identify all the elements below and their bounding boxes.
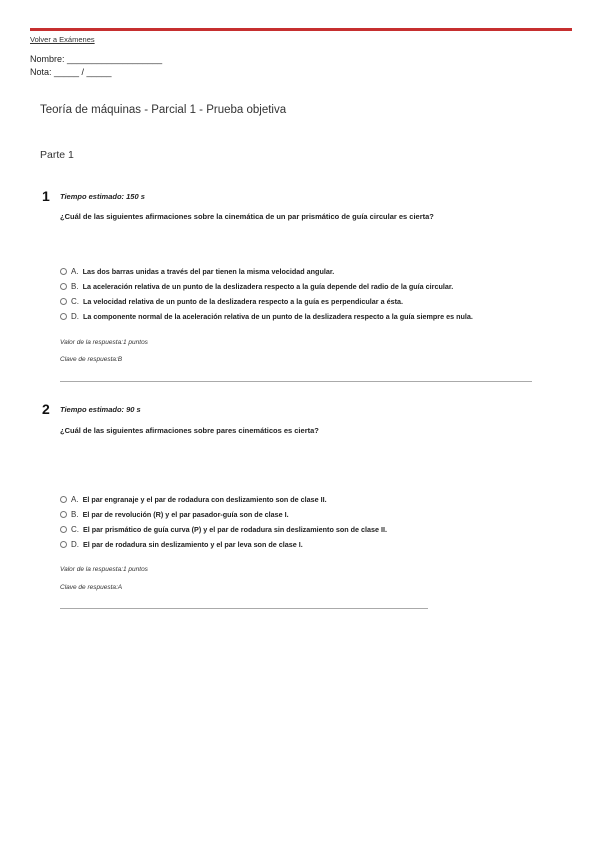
option-text: La componente normal de la aceleración relativa de un punto de la deslizadera respecto a la guía siempre es nula.: [83, 312, 473, 321]
option-text: El par prismático de guía curva (P) y el par de rodadura sin deslizamiento son de clase II.: [83, 525, 387, 534]
question-text: ¿Cuál de las siguientes afirmaciones sobre pares cinemáticos es cierta?: [60, 426, 319, 435]
top-accent-bar: [30, 28, 572, 31]
answer-option-b[interactable]: [60, 282, 453, 291]
back-to-exams-link[interactable]: Volver a Exámenes: [30, 35, 95, 44]
option-text: Las dos barras unidas a través del par tienen la misma velocidad angular.: [82, 267, 335, 276]
option-text: El par de revolución (R) y el par pasador-guía son de clase I.: [82, 510, 289, 519]
grade-field-label: Nota: _____ / _____: [30, 67, 112, 77]
answer-option-d[interactable]: [60, 312, 473, 321]
radio-button-icon[interactable]: [60, 313, 67, 320]
question-time: Tiempo estimado: 90 s: [60, 405, 141, 414]
option-text: La velocidad relativa de un punto de la deslizadera respecto a la guía es perpendicular a ésta.: [83, 297, 403, 306]
answer-key: Clave de respuesta:B: [60, 356, 123, 363]
question-time: Tiempo estimado: 150 s: [60, 192, 145, 201]
option-text: La aceleración relativa de un punto de la deslizadera respecto a la guía depende del radio de la guía circular.: [82, 282, 454, 291]
part-title: Parte 1: [40, 149, 74, 161]
answer-option-c[interactable]: [60, 297, 403, 306]
option-letter: C.: [71, 525, 79, 534]
radio-button-icon[interactable]: [60, 268, 67, 275]
option-text: El par de rodadura sin deslizamiento y el par leva son de clase I.: [83, 540, 303, 549]
question-number: 1: [42, 188, 50, 204]
radio-button-icon[interactable]: [60, 526, 67, 533]
exam-title: Teoría de máquinas - Parcial 1 - Prueba objetiva: [40, 104, 287, 116]
option-letter: D.: [71, 540, 79, 549]
answer-option-a[interactable]: [60, 267, 334, 276]
question-number: 2: [42, 401, 50, 417]
radio-button-icon[interactable]: [60, 283, 67, 290]
option-letter: B.: [71, 282, 79, 291]
answer-option-d[interactable]: [60, 540, 303, 549]
question-divider: [60, 381, 532, 382]
question-divider: [60, 608, 428, 609]
option-letter: D.: [71, 312, 79, 321]
question-text: ¿Cuál de las siguientes afirmaciones sobre la cinemática de un par prismático de guía circular es cierta?: [60, 212, 434, 221]
option-text: El par engranaje y el par de rodadura con deslizamiento son de clase II.: [82, 495, 327, 504]
answer-value: Valor de la respuesta:1 puntos: [60, 566, 148, 573]
radio-button-icon[interactable]: [60, 298, 67, 305]
radio-button-icon[interactable]: [60, 511, 67, 518]
answer-option-a[interactable]: [60, 495, 327, 504]
option-letter: B.: [71, 510, 79, 519]
name-field-label: Nombre: ___________________: [30, 54, 163, 64]
answer-option-b[interactable]: [60, 510, 289, 519]
answer-key: Clave de respuesta:A: [60, 584, 123, 591]
option-letter: A.: [71, 267, 79, 276]
answer-option-c[interactable]: [60, 525, 387, 534]
answer-value: Valor de la respuesta:1 puntos: [60, 339, 148, 346]
option-letter: A.: [71, 495, 79, 504]
option-letter: C.: [71, 297, 79, 306]
radio-button-icon[interactable]: [60, 496, 67, 503]
radio-button-icon[interactable]: [60, 541, 67, 548]
